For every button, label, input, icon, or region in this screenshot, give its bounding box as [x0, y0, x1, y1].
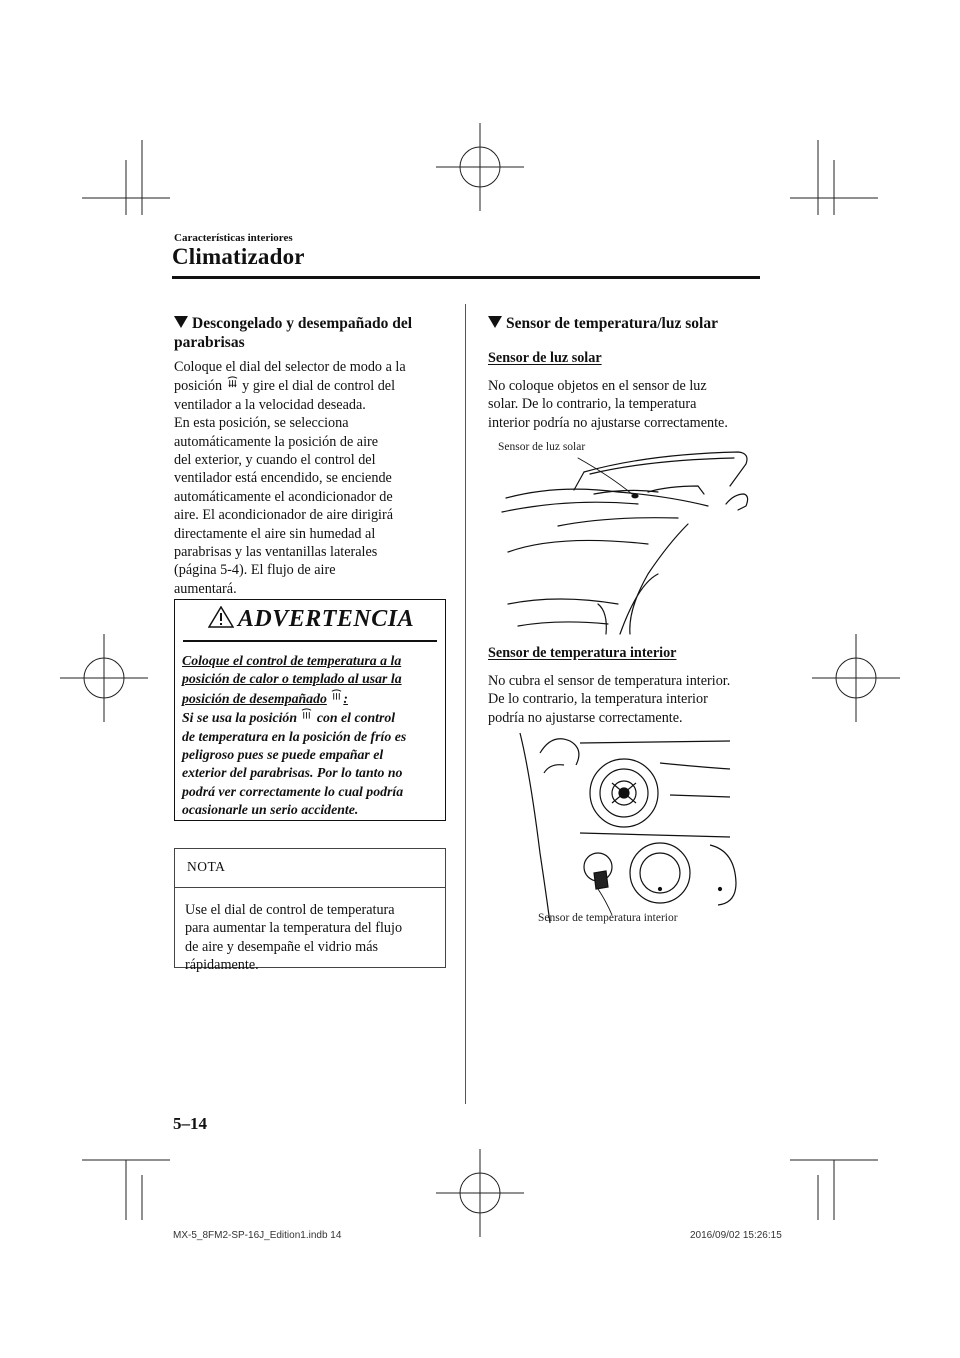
footer-timestamp: 2016/09/02 15:26:15 — [690, 1230, 782, 1241]
warning-title — [175, 606, 447, 636]
footer-file: MX-5_8FM2-SP-16J_Edition1.indb 14 — [173, 1230, 342, 1241]
right-heading — [488, 314, 778, 333]
solar-sensor-text: No coloque objetos en el sensor de luz solar. De lo contrario, la temperatura interior podría no ajustarse correctamente. — [488, 378, 728, 431]
page-title: Climatizador — [172, 244, 305, 269]
warning-body-line1 — [182, 708, 444, 727]
warning-text — [182, 652, 444, 820]
solar-sensor-illustration — [498, 434, 760, 634]
defroster-icon — [226, 376, 239, 388]
note-rule — [175, 887, 445, 888]
warning-rule — [183, 640, 437, 642]
warning-box — [174, 599, 446, 821]
triangle-down-icon — [174, 316, 188, 328]
left-paragraph-line1: Coloque el dial del selector de modo a la — [174, 359, 406, 375]
warning-body-post: con el control — [316, 710, 396, 726]
left-heading — [174, 314, 454, 352]
left-paragraph-line2-post: y gire el dial de control del — [242, 378, 396, 395]
header-rule — [172, 276, 760, 279]
interior-sensor-title: Sensor de temperatura interior — [488, 645, 677, 661]
triangle-down-icon — [488, 316, 502, 328]
warning-title-text: ADVERTENCIA — [237, 606, 415, 632]
warning-body-pre: Si se usa la posición — [182, 710, 297, 726]
section-label: Características interiores — [174, 232, 293, 244]
left-heading-text: Descongelado y desempañado del parabrisas — [174, 315, 413, 351]
column-divider — [465, 304, 466, 1104]
interior-sensor-illustration — [510, 733, 750, 928]
note-box — [174, 848, 446, 974]
left-paragraph — [174, 358, 456, 598]
left-paragraph-line2 — [174, 376, 456, 395]
warning-heading-line3-text: posición de desempañado — [182, 690, 327, 706]
defroster-icon — [300, 708, 313, 720]
warning-heading-colon: : — [343, 690, 348, 706]
warning-body-rest: de temperatura en la posición de frío es peligroso pues se puede empañar el exterior del parabrisas. Por lo tanto no podrá ver correctamente lo cual podría ocasionarle un serio accidente. — [182, 728, 407, 818]
note-title: NOTA — [187, 859, 226, 874]
left-paragraph-line2-pre: posición — [174, 378, 223, 395]
defroster-icon — [330, 689, 343, 701]
warning-triangle-icon — [208, 606, 234, 628]
interior-sensor-caption: Sensor de temperatura interior — [538, 912, 678, 924]
page-number: 5–14 — [173, 1114, 207, 1133]
right-heading-text: Sensor de temperatura/luz solar — [506, 315, 718, 332]
solar-sensor-title: Sensor de luz solar — [488, 350, 602, 366]
warning-heading-line1: Coloque el control de temperatura a la — [182, 653, 402, 668]
note-text: Use el dial de control de temperatura para aumentar la temperatura del flujo de aire y desempañe el vidrio más rápidamente. — [185, 902, 403, 974]
warning-heading-line2: posición de calor o templado al usar la — [182, 671, 402, 687]
left-paragraph-rest: ventilador a la velocidad deseada. En esta posición, se selecciona automáticamente la posición de aire del exterior, y cuando el control del ventilador está encendido, se enciende automáticamente el acondicionador de aire. El acondicionador de aire dirigirá directamente el aire sin humedad al parabrisas y las ventanillas laterales (página 5-4). El flujo de aire aumentará. — [174, 396, 394, 597]
solar-sensor-caption: Sensor de luz solar — [498, 441, 586, 453]
warning-heading-line3 — [182, 689, 444, 708]
interior-sensor-text: No cubra el sensor de temperatura interior. De lo contrario, la temperatura interior podría no ajustarse correctamente. — [488, 673, 731, 726]
